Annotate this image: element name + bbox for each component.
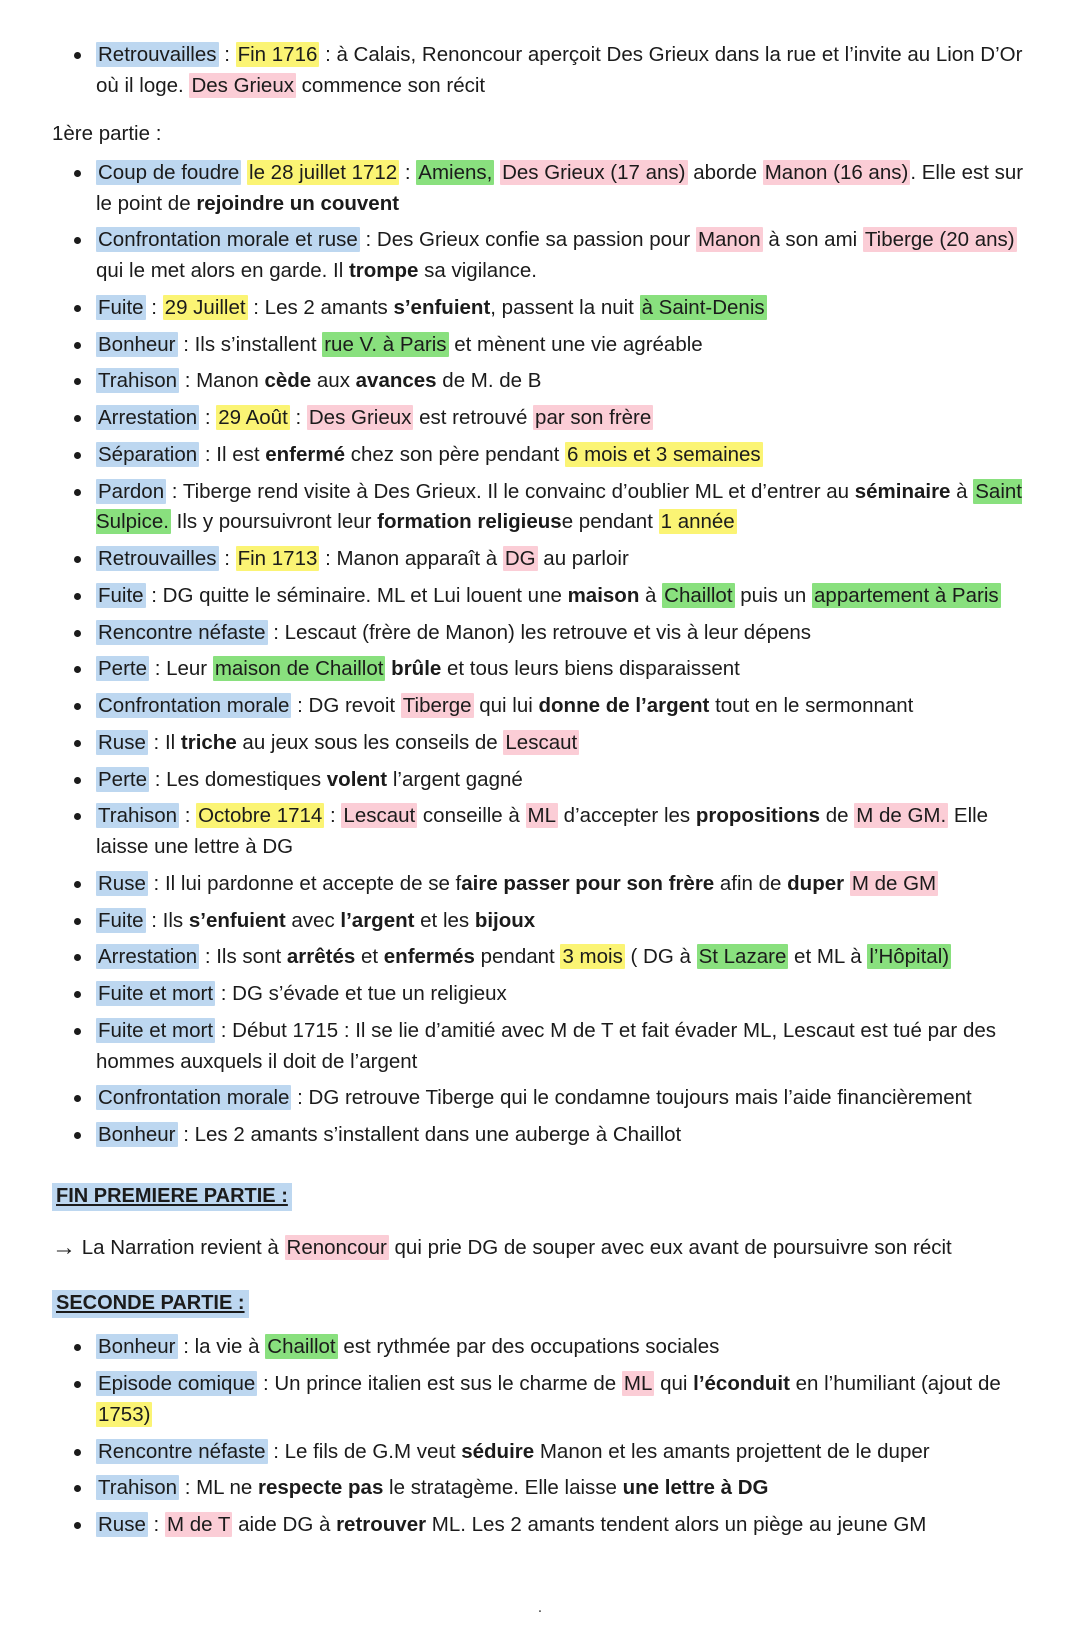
text-segment: aire passer pour son frère	[461, 871, 715, 895]
list-item	[52, 330, 1028, 361]
list-item	[52, 225, 1028, 287]
text-segment: : DG quitte le séminaire. ML et Lui louent une	[145, 583, 568, 607]
part-one-label: 1ère partie :	[52, 121, 162, 145]
text-segment: séduire	[461, 1439, 535, 1463]
text-segment: DG	[504, 547, 536, 571]
text-segment: Fuite	[98, 583, 144, 607]
text-segment: aborde	[687, 160, 763, 184]
text-segment: rue V. à Paris	[324, 332, 447, 356]
text-segment: :	[147, 1513, 165, 1537]
spacer	[52, 1318, 1028, 1332]
text-segment: Trahison	[98, 1476, 177, 1500]
text-segment: conseille à	[417, 804, 526, 828]
text-segment: cède	[264, 369, 312, 393]
text-segment: , passent la nuit	[490, 295, 640, 319]
part-two-bullet-list	[52, 1332, 1028, 1541]
text-segment: est rythmée par des occupations sociales	[337, 1335, 720, 1359]
text-segment: Trahison	[98, 369, 177, 393]
text-segment: ( DG à	[624, 945, 697, 969]
text-segment: brûle	[391, 657, 442, 681]
text-segment: : Les 2 amants s’installent dans une auberge à Chaillot	[177, 1123, 682, 1147]
text-segment: Rencontre néfaste	[98, 1439, 266, 1463]
text-segment: Coup de foudre	[98, 160, 240, 184]
text-segment: pendant	[474, 945, 561, 969]
text-segment: e pendant	[561, 510, 659, 534]
text-segment: une lettre à DG	[622, 1476, 769, 1500]
list-item	[52, 1369, 1028, 1431]
text-segment: Des Grieux (17 ans)	[502, 160, 686, 184]
text-segment: : Des Grieux confie sa passion pour	[359, 228, 696, 252]
text-segment: maison de Chaillot	[214, 657, 384, 681]
text-segment: Perte	[98, 767, 147, 791]
text-segment: St Lazare	[698, 945, 787, 969]
text-segment: l’éconduit	[693, 1372, 790, 1396]
part-one-bullet-list	[52, 158, 1028, 1151]
text-segment: bijoux	[474, 908, 536, 932]
text-segment: Fuite et mort	[98, 1018, 214, 1042]
text-segment: Ils y poursuivront leur	[170, 510, 378, 534]
text-segment: le stratagème. Elle laisse	[383, 1476, 623, 1500]
text-segment: 29 Juillet	[164, 295, 246, 319]
text-segment: trompe	[348, 259, 419, 283]
text-segment: sa vigilance.	[418, 259, 537, 283]
text-segment: formation religieus	[377, 510, 562, 534]
text-segment: 1753)	[98, 1402, 151, 1426]
text-segment: arrêtés	[286, 945, 356, 969]
text-segment: Renoncour	[286, 1235, 387, 1259]
text-segment: :	[399, 160, 417, 184]
text-segment: 29 Août	[218, 406, 288, 430]
text-segment: à	[950, 479, 974, 503]
text-segment: d’accepter les	[557, 804, 696, 828]
text-segment: : Tiberge rend visite à Des Grieux. Il le convainc d’oublier ML et d’entrer au	[166, 479, 855, 503]
text-segment: avances	[355, 369, 437, 393]
text-segment: Des Grieux	[191, 73, 294, 97]
text-segment: Elle laisse une lettre à DG	[96, 804, 989, 859]
text-segment: : Un prince italien est sus le charme de	[257, 1372, 622, 1396]
text-segment: 6 mois et 3 semaines	[566, 442, 761, 466]
text-segment: triche	[180, 730, 237, 754]
list-item	[52, 440, 1028, 471]
text-segment: et	[355, 945, 384, 969]
text-segment: ML	[623, 1372, 653, 1396]
list-item	[52, 765, 1028, 796]
list-item	[52, 1120, 1028, 1151]
text-segment: Retrouvailles	[98, 547, 217, 571]
text-segment: afin de	[714, 871, 788, 895]
text-segment: Arrestation	[98, 406, 198, 430]
text-segment: à	[639, 583, 663, 607]
narration-text	[82, 1235, 952, 1260]
text-segment: M de GM	[851, 871, 937, 895]
text-segment: Ruse	[98, 1513, 146, 1537]
text-segment: qui	[654, 1372, 694, 1396]
text-segment: : Les 2 amants	[247, 295, 394, 319]
text-segment: Manon et les amants projettent de le duper	[534, 1439, 930, 1463]
end-part-one-heading: FIN PREMIERE PARTIE :	[52, 1183, 292, 1211]
text-segment: de M. de B	[436, 369, 542, 393]
intro-bullet-list	[52, 40, 1028, 102]
list-item	[52, 1332, 1028, 1363]
text-segment: : Manon apparaît à	[319, 547, 503, 571]
text-segment: :	[289, 406, 307, 430]
text-segment: : DG s’évade et tue un religieux	[215, 982, 507, 1006]
text-segment: Retrouvailles	[98, 43, 217, 66]
text-segment: Fin 1716	[237, 43, 318, 66]
list-item	[52, 691, 1028, 722]
text-segment: Fuite et mort	[98, 982, 214, 1006]
text-segment: Amiens,	[418, 160, 493, 184]
text-segment: Octobre 1714	[198, 804, 323, 828]
text-segment: 1 année	[660, 510, 735, 534]
text-segment: ML	[527, 804, 556, 828]
text-segment: s’enfuient	[188, 908, 286, 932]
text-segment: Bonheur	[98, 1335, 176, 1359]
text-segment: Chaillot	[267, 1335, 336, 1359]
text-segment: propositions	[695, 804, 820, 828]
text-segment: : Ils s’installent	[177, 332, 323, 356]
list-item	[52, 403, 1028, 434]
text-segment: :	[145, 295, 163, 319]
text-segment: Bonheur	[98, 332, 176, 356]
text-segment: est retrouvé	[413, 406, 534, 430]
text-segment: Manon (16 ans)	[764, 160, 909, 184]
text-segment: : DG retrouve Tiberge qui le condamne toujours mais l’aide financièrement	[291, 1086, 972, 1110]
text-segment: qui lui	[473, 694, 539, 718]
list-item	[52, 869, 1028, 900]
text-segment: à Saint-Denis	[641, 295, 765, 319]
text-segment: aide DG à	[232, 1513, 337, 1537]
text-segment: Séparation	[98, 442, 198, 466]
footer-mark: .	[537, 1598, 543, 1616]
text-segment: . Elle est sur le point de	[96, 160, 1024, 215]
text-segment: Tiberge	[402, 694, 472, 718]
list-item	[52, 728, 1028, 759]
text-segment: aux	[311, 369, 356, 393]
text-segment: : Les domestiques	[149, 767, 327, 791]
text-segment: :	[218, 43, 236, 66]
text-segment: Confrontation morale et ruse	[98, 228, 358, 252]
text-segment: : Il	[147, 730, 181, 754]
list-item	[52, 544, 1028, 575]
text-segment: l’Hôpital)	[869, 945, 950, 969]
text-segment: Manon	[697, 228, 761, 252]
text-segment: donne de l’argent	[538, 694, 710, 718]
text-segment: : Il est	[199, 442, 266, 466]
text-segment: Fuite	[98, 908, 144, 932]
text-segment: qui le met alors en garde. Il	[96, 259, 349, 283]
text-segment: :	[324, 804, 342, 828]
text-segment: volent	[326, 767, 388, 791]
text-segment: Tiberge (20 ans)	[864, 228, 1015, 252]
text-segment: ML. Les 2 amants tendent alors un piège au jeune GM	[426, 1513, 927, 1537]
text-segment: retrouver	[336, 1513, 427, 1537]
text-segment: avec	[285, 908, 341, 932]
text-segment: Perte	[98, 657, 147, 681]
list-item	[52, 979, 1028, 1010]
text-segment: : DG revoit	[291, 694, 401, 718]
text-segment: : Leur	[149, 657, 213, 681]
text-segment: Fin 1713	[237, 547, 318, 571]
text-segment: Episode comique	[98, 1372, 256, 1396]
list-item	[52, 40, 1028, 102]
text-segment: et tous leurs biens disparaissent	[441, 657, 740, 681]
text-segment: enfermés	[383, 945, 475, 969]
list-item	[52, 581, 1028, 612]
list-item	[52, 618, 1028, 649]
text-segment: 3 mois	[562, 945, 623, 969]
text-segment: Saint Sulpice.	[96, 479, 1022, 534]
text-segment: rejoindre un couvent	[196, 191, 400, 215]
list-item	[52, 942, 1028, 973]
list-item	[52, 366, 1028, 397]
text-segment: séminaire	[854, 479, 951, 503]
text-segment: maison	[567, 583, 640, 607]
list-item	[52, 1473, 1028, 1504]
text-segment: en l’humiliant (ajout de	[789, 1372, 1001, 1396]
text-segment: duper	[787, 871, 845, 895]
text-segment: Pardon	[98, 479, 165, 503]
text-segment: au jeux sous les conseils de	[236, 730, 504, 754]
list-item	[52, 654, 1028, 685]
text-segment: :	[199, 406, 217, 430]
text-segment: Lescaut	[505, 730, 578, 754]
text-segment: : Ils	[145, 908, 189, 932]
text-segment: M de T	[166, 1513, 231, 1537]
text-segment: respecte pas	[258, 1476, 384, 1500]
text-segment: : ML ne	[179, 1476, 258, 1500]
text-segment: Confrontation morale	[98, 694, 290, 718]
text-segment: de	[820, 804, 855, 828]
part-two-heading: SECONDE PARTIE :	[52, 1290, 249, 1318]
text-segment: : Ils sont	[199, 945, 287, 969]
text-segment: tout en le sermonnant	[709, 694, 914, 718]
text-segment: puis un	[734, 583, 813, 607]
text-segment: appartement à Paris	[814, 583, 999, 607]
text-segment: Ruse	[98, 730, 146, 754]
text-segment: Des Grieux	[308, 406, 412, 430]
text-segment: par son frère	[535, 406, 652, 430]
text-segment: Arrestation	[98, 945, 198, 969]
text-segment: Fuite	[98, 295, 144, 319]
text-segment: l’argent gagné	[387, 767, 523, 791]
text-segment: Trahison	[98, 804, 177, 828]
text-segment: à son ami	[762, 228, 863, 252]
list-item	[52, 1437, 1028, 1468]
list-item	[52, 906, 1028, 937]
text-segment: : à Calais, Renoncour aperçoit Des Grieux dans la rue et l’invite au Lion D’Or où il loge.	[96, 43, 1023, 97]
narration-line	[52, 1231, 1028, 1265]
text-segment: et les	[414, 908, 475, 932]
text-segment: commence son récit	[295, 73, 486, 97]
text-segment: chez son père pendant	[345, 442, 565, 466]
text-segment: : Il lui pardonne et accepte de se f	[147, 871, 462, 895]
text-segment: l’argent	[340, 908, 415, 932]
text-segment: : la vie à	[177, 1335, 266, 1359]
text-segment: Rencontre néfaste	[98, 620, 266, 644]
text-segment: Bonheur	[98, 1123, 176, 1147]
list-item	[52, 293, 1028, 324]
list-item	[52, 1083, 1028, 1114]
text-segment: Confrontation morale	[98, 1086, 290, 1110]
list-item	[52, 477, 1028, 539]
text-segment: :	[179, 804, 197, 828]
text-segment: : Manon	[179, 369, 265, 393]
right-arrow-icon: →	[52, 1233, 76, 1261]
text-segment: : Lescaut (frère de Manon) les retrouve et vis à leur dépens	[267, 620, 812, 644]
text-segment: s’enfuient	[393, 295, 491, 319]
text-segment	[844, 872, 850, 895]
text-segment: La Narration revient à	[81, 1235, 285, 1259]
text-segment: le 28 juillet 1712	[249, 160, 398, 184]
list-item	[52, 801, 1028, 863]
text-segment: : Le fils de G.M veut	[267, 1439, 462, 1463]
text-segment: : Début 1715 : Il se lie d’amitié avec M de T et fait évader ML, Lescaut est tué par des hommes auxquels il doit de l’argent	[96, 1018, 997, 1073]
list-item	[52, 1016, 1028, 1078]
text-segment: Chaillot	[664, 583, 733, 607]
text-segment: au parloir	[537, 547, 629, 571]
text-segment: M de GM.	[856, 804, 947, 828]
text-segment: :	[218, 547, 236, 571]
list-item	[52, 158, 1028, 220]
text-segment: Ruse	[98, 871, 146, 895]
text-segment: et mènent une vie agréable	[448, 332, 703, 356]
text-segment: et ML à	[788, 945, 868, 969]
text-segment: Lescaut	[343, 804, 416, 828]
text-segment: qui prie DG de souper avec eux avant de poursuivre son récit	[388, 1235, 952, 1259]
text-segment: enfermé	[265, 442, 346, 466]
